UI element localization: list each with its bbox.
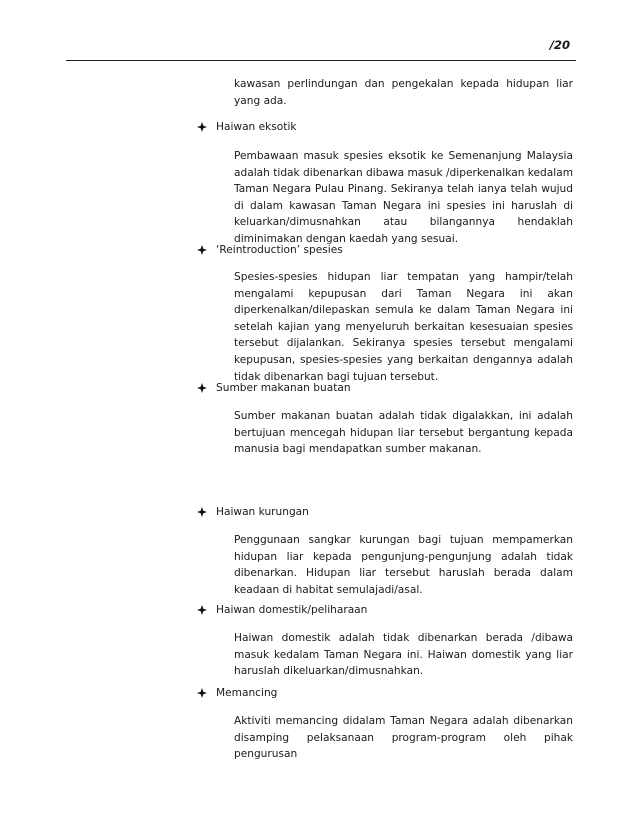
- diamond-bullet-icon: [197, 122, 207, 132]
- section-body-haiwan-kurungan: Penggunaan sangkar kurungan bagi tujuan mempamerkan hidupan liar kepada pengunjung-pengunjung adalah tidak dibenarkan. Hidupan liar tersebut haruslah berada dalam keadaan di habitat semulajadi/asal.: [234, 534, 573, 596]
- section-heading-label: ‘Reintroduction’ spesies: [216, 244, 343, 256]
- section-body-haiwan-domestik: Haiwan domestik adalah tidak dibenarkan berada /dibawa masuk kedalam Taman Negara ini. Haiwan domestik yang liar haruslah dikeluarkan/dimusnahkan.: [234, 632, 573, 678]
- section-body-sumber-makanan: Sumber makanan buatan adalah tidak digalakkan, ini adalah bertujuan mencegah hidupan liar tersebut bergantung kepada manusia bagi mendapatkan sumber makanan.: [234, 410, 573, 456]
- section-heading-haiwan-eksotik: [216, 120, 297, 134]
- section-heading-haiwan-kurungan: [216, 505, 309, 519]
- diamond-bullet-icon: [197, 245, 207, 255]
- section-body-haiwan-eksotik: Pembawaan masuk spesies eksotik ke Semenanjung Malaysia adalah tidak dibenarkan dibawa masuk /diperkenalkan kedalam Taman Negara Pulau Pinang. Sekiranya telah ianya telah wujud di dalam kawasan Taman Negara ini spesies ini haruslah di keluarkan/dimusnahkan atau bilangannya hendaklah diminimakan dengan kaedah yang sesuai.: [234, 150, 574, 245]
- section-heading-memancing: [216, 686, 277, 700]
- section-body-reintroduction: Spesies-spesies hidupan liar tempatan yang hampir/telah mengalami kepupusan dari Taman Negara ini akan diperkenalkan/dilepaskan semula ke dalam Taman Negara ini setelah kajian yang menyeluruh berkaitan kesesuaian spesies tersebut dijalankan. Sekiranya spesies tersebut mengalami kepupusan, spesies-spesies yang berkaitan dengannya adalah tidak dibenarkan bagi tujuan tersebut.: [234, 271, 573, 383]
- section-heading-label: Haiwan eksotik: [216, 121, 297, 133]
- diamond-bullet-icon: [197, 383, 207, 393]
- section-heading-reintroduction: [216, 243, 343, 257]
- page-number: /20: [549, 38, 570, 52]
- diamond-bullet-icon: [197, 688, 207, 698]
- diamond-bullet-icon: [197, 507, 207, 517]
- section-heading-haiwan-domestik: [216, 603, 367, 617]
- diamond-bullet-icon: [197, 605, 207, 615]
- section-heading-label: Memancing: [216, 687, 278, 699]
- section-heading-label: Sumber makanan buatan: [216, 382, 351, 394]
- section-heading-label: Haiwan kurungan: [216, 506, 309, 518]
- section-heading-sumber-makanan: [216, 381, 351, 395]
- section-body-memancing: Aktiviti memancing didalam Taman Negara adalah dibenarkan disamping pelaksanaan program-program oleh pihak pengurusan: [234, 715, 573, 761]
- header-rule: [66, 60, 576, 61]
- section-heading-label: Haiwan domestik/peliharaan: [216, 604, 368, 616]
- intro-paragraph: kawasan perlindungan dan pengekalan kepada hidupan liar yang ada.: [234, 78, 573, 107]
